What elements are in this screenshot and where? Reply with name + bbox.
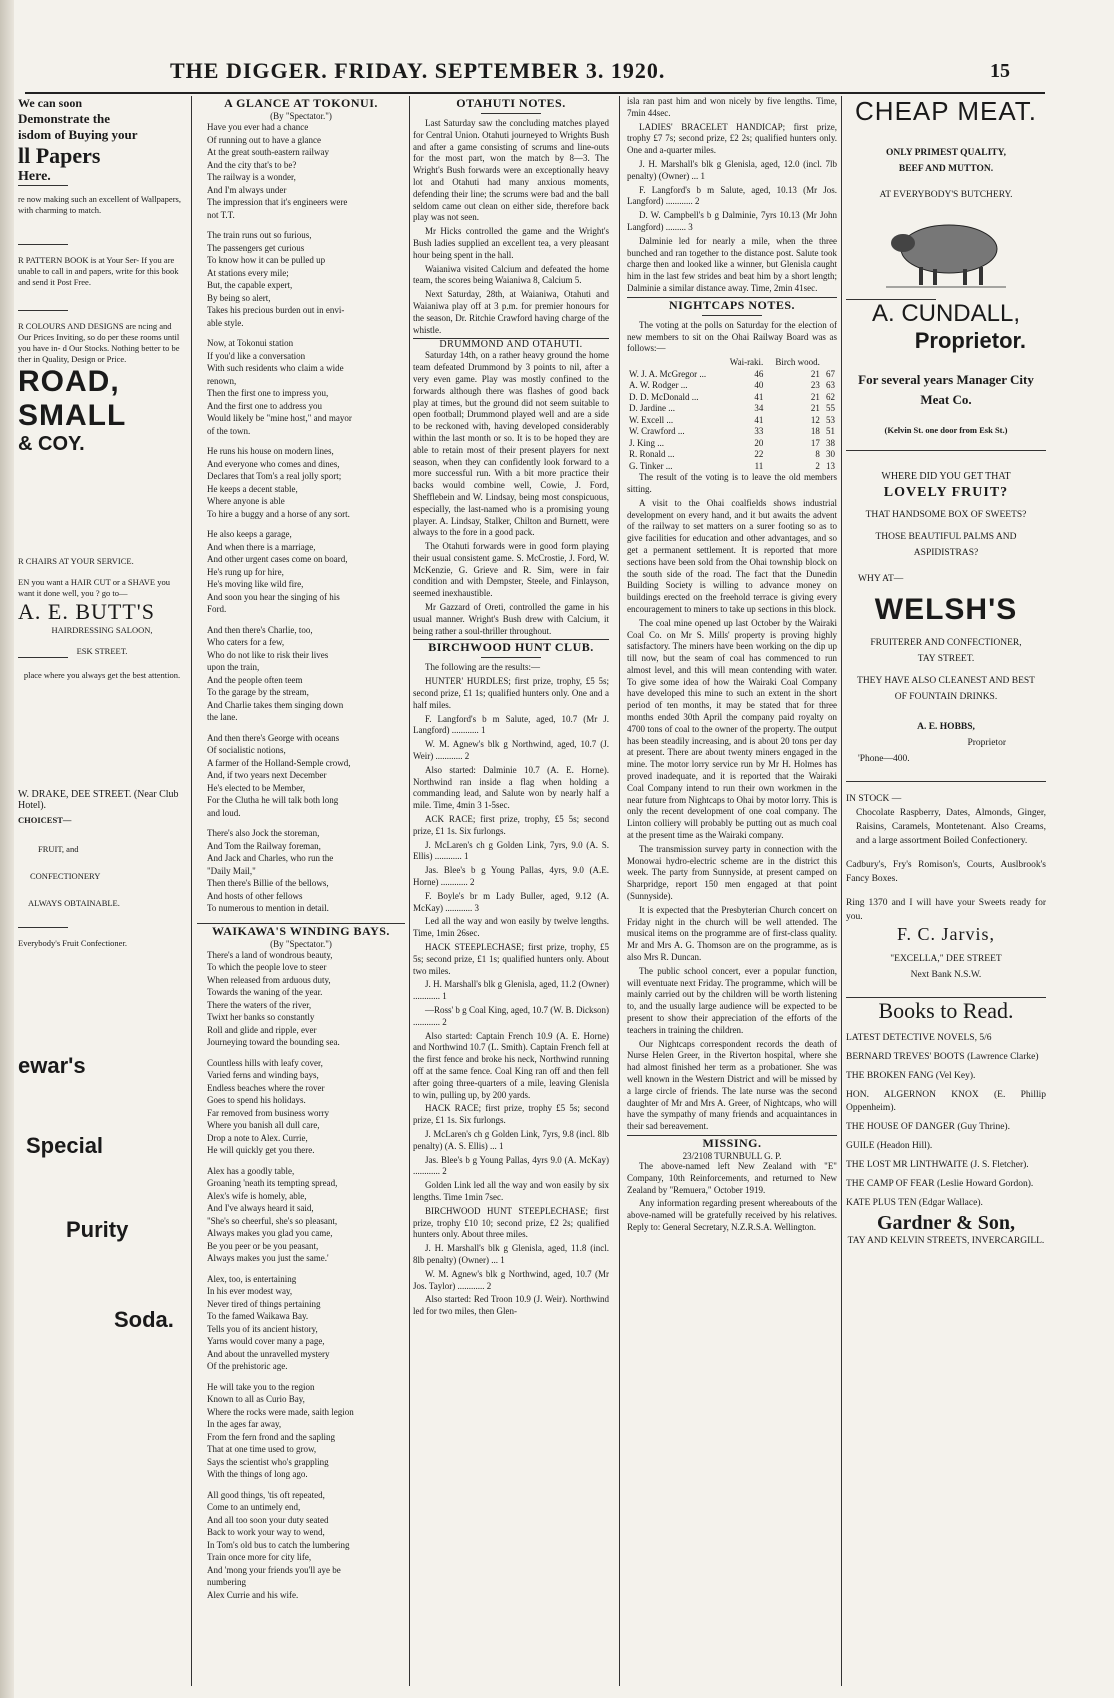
ad-text: FRUIT, and: [38, 844, 79, 854]
ad-headline: & COY.: [18, 433, 85, 455]
table-cell: 46: [754, 368, 764, 379]
divider: [18, 244, 68, 245]
paragraph: Last Saturday saw the concluding matches played for Central Union. Otahuti journeyed to Wrights Bush and after a game consisting of scrums and line-outs for the most part, won the match by 8—3. The Wright's Bush forwards were an exceptionally heavy lot and Otahuti had many anxious moments, defending their line; the scrums were bad and the ball seldom came out clean on either side, therefore back play was not seen.: [413, 118, 609, 223]
article-body: [413, 118, 609, 336]
ad-headline: A. E. BUTT'S: [18, 599, 155, 624]
table-cell: A. W. Rodger ...: [629, 380, 688, 391]
ad-text: AT EVERYBODY'S BUTCHERY.: [879, 190, 1013, 200]
paragraph: Also started: Red Troon 10.9 (J. Weir). Northwind led for two miles, then Glen-: [413, 1294, 609, 1317]
ad-headline: A. CUNDALL,: [871, 300, 1021, 327]
stanza: And then there's Charlie, too, Who caters for a few, Who do not like to risk their lives upon the train, And the people often teem To the garage by the stream, And Charlie takes them singing down the lane.: [207, 624, 344, 722]
book-list: [846, 1051, 1046, 1210]
paragraph: The following are the results:—: [425, 662, 540, 673]
paragraph: HACK RACE; first prize, trophy £5 5s; second prize, £1 1s. Six furlongs.: [413, 1103, 609, 1126]
article-heading: DRUMMOND AND OTAHUTI.: [439, 339, 583, 351]
stanza: He also keeps a garage, And when there is a marriage, And other urgent cases come on board, He's rung up for hire, He's moving like wild fire, And soon you hear the singing of his Ford.: [207, 529, 348, 614]
column-rule: [841, 96, 842, 1686]
ad-text: WHY AT—: [858, 574, 904, 584]
ad-headline: Gardner & Son,: [877, 1212, 1015, 1234]
table-cell: 21: [810, 368, 820, 379]
ad-headline: LOVELY FRUIT?: [883, 485, 1009, 500]
table-row: [627, 369, 837, 381]
table-cell: 63: [826, 380, 835, 391]
table-cell: W. J. A. McGregor ...: [629, 368, 707, 379]
paragraph: Mr Hicks controlled the game and the Wright's Bush ladies supplied an excellent tea, a very pleasant hour being spent in the hall.: [413, 226, 609, 260]
stanza: Have you ever had a chance Of running out to have a glance At the great south-eastern railway And the city that's to be? The railway is a wonder, And I'm always under The impression that it's engineers were not T.T.: [207, 122, 348, 220]
list-item: THE BROKEN FANG (Vel Key).: [846, 1071, 976, 1081]
table-cell: 30: [826, 449, 835, 460]
result-line: J. McLaren's ch g Golden Link, 7yrs, 9.8 (incl. 8lb penalty) (A. S. Ellis) ... 1: [413, 1128, 609, 1151]
paragraph: The coal mine opened up last October by the Wairaki Coal Co. on Mr S. Mills' property is proving highly satisfactory. The miners have been working on the dip up till now, but the seam of coal has commenced to run almost level, and this will mean contending with water. To give some idea of how the Wairaki Coal Company have developed this mine to such an extent in the short period of ten months, it may be stated that for three months ended 30th April the company paid royalty on 4700 tons of coal to the owner of the property. The output has been steadily increasing, and is about 20 tons per day at present. There are about twenty miners engaged in the mine. The motor lorry service run by Mr H. Holmes has proved inadequate, and it is reported that the Wairaki Coal Company intend to run their own workmen in the near future from Nightcaps to Ohai by motor lorry. This is only the recent development of one coal company. The Linton colliery will probably be putting out as much coal at the present time as the Wairaki company.: [627, 617, 837, 841]
article-body: [627, 96, 837, 295]
stanza: He will take you to the region Known to all as Curio Bay, Where the rocks were made, saith legion In the ages far away, From the fern frond and the sapling That at one time used to grow, Says the scientist who's grappling With the things of long ago.: [207, 1381, 354, 1479]
ad-text: FRUITERER AND CONFECTIONER,: [870, 638, 1022, 648]
table-cell: 18: [810, 426, 820, 437]
article-body: [413, 350, 609, 637]
article-heading: NIGHTCAPS NOTES.: [668, 297, 796, 312]
divider: [481, 657, 541, 658]
ad-text: Cadbury's, Fry's Romison's, Courts, Auslbrook's Fancy Boxes.: [846, 860, 1046, 884]
ad-text: THEY HAVE ALSO CLEANEST AND BEST OF FOUNTAIN DRINKS.: [857, 676, 1035, 702]
paragraph: Waianiwa visited Calcium and defeated the home team, the scores being Waianiwa 8, Calcium 5.: [413, 263, 609, 286]
stanza: There's a land of wondrous beauty, To which the people love to steer When released from arduous duty, Towards the waning of the year. There the waters of the river, Twixt her banks so constantly Roll and glide and ripple, ever Journeying toward the bounding sea.: [207, 949, 340, 1047]
paragraph: Led all the way and won easily by twelve lengths. Time, 1min 26sec.: [413, 916, 609, 939]
table-cell: 33: [754, 426, 764, 437]
table-row: [627, 449, 837, 461]
table-cell: 8: [815, 449, 820, 460]
ad-text: LATEST DETECTIVE NOVELS, 5/6: [846, 1033, 992, 1043]
news-column: [627, 96, 837, 1686]
ad-text: Chocolate Raspberry, Dates, Almonds, Ginger, Raisins, Caramels, Montetenant. Also Creams, and a large assortment Boiled Confectionery.: [856, 808, 1046, 846]
ad-text: Ring 1370 and I will have your Sweets ready for you.: [846, 898, 1046, 922]
ad-text: WHERE DID YOU GET THAT: [881, 471, 1011, 482]
divider: [18, 310, 68, 311]
stanza: There's also Jock the storeman, And Tom the Railway foreman, And Jack and Charles, who run the "Daily Mail," Then there's Billie of the bellows, And hosts of other fellows To numerous to mention in detail.: [207, 828, 334, 913]
table-cell: 21: [810, 403, 820, 414]
ad-text: Next Bank N.S.W.: [910, 970, 982, 980]
table-row: [627, 415, 837, 427]
article-heading: WAIKAWA'S WINDING BAYS.: [212, 923, 390, 938]
stanza: Countless hills with leafy cover, Varied ferns and winding bays, Endless beaches where the rover Goes to spend his holidays. Far removed from business worry Where you banish all dull care, Drop a note to Alex. Currie, He will quickly get you there.: [207, 1057, 329, 1155]
ad-headline: ewar's: [18, 1053, 86, 1078]
ad-text: ALWAYS OBTAINABLE.: [28, 898, 120, 908]
paragraph: A visit to the Ohai coalfields shows industrial development on every hand, and it but awaits the advent of the railway to set matters on a surer footing so as to give facilities for education and other advantages, and so get a permanent settlement. It is reported that more sections have been sold from the Ohai township block on the south side of the road. The fact that the Dunedin Building Society is willing to advance money on buildings erected on the freehold terrace is giving every encouragement to miners to take up sections in this block.: [627, 497, 837, 614]
table-cell: 34: [754, 403, 764, 414]
result-line: J. H. Marshall's blk g Glenisla, aged, 11.2 (Owner) ............ 1: [413, 979, 609, 1002]
list-item: HON. ALGERNON KNOX (E. Phillip Oppenheim).: [846, 1090, 1046, 1113]
divider: [846, 450, 1046, 451]
ad-text: IN STOCK —: [846, 794, 902, 804]
ad-text: TAY STREET.: [917, 654, 975, 664]
table-cell: 55: [826, 403, 835, 414]
table-cell: G. Tinker ...: [629, 460, 673, 471]
page-number: 15: [990, 60, 1010, 82]
stanza: All good things, 'tis oft repeated, Come to an untimely end, And all too soon your duty seated Back to work your way to wend, In Tom's old bus to catch the lumbering Train once more for city life, And 'mong your friends you'll aye be numbering Alex Currie and his wife.: [207, 1489, 350, 1600]
ad-headline: Purity: [66, 1217, 129, 1242]
table-cell: W. Excell ...: [629, 414, 674, 425]
divider: [18, 185, 68, 186]
result-line: —Ross' b g Coal King, aged, 10.7 (W. B. Dickson) ............ 2: [413, 1004, 609, 1027]
poem: [197, 121, 405, 915]
table-cell: 13: [826, 460, 835, 471]
table-cell: 53: [826, 414, 835, 425]
table-cell: 67: [826, 368, 835, 379]
list-item: GUILE (Headon Hill).: [846, 1141, 933, 1151]
ad-text: re now making such an excellent of Wallpapers, with charming to match.: [18, 194, 181, 215]
ad-text: EN you want a HAIR CUT or a SHAVE you want it done well, you ? go to—: [18, 577, 170, 598]
result-line: D. W. Campbell's b g Dalminie, 7yrs 10.13 (Mr John Langford) ......... 3: [627, 210, 837, 232]
result-line: Jas. Blee's b g Young Pallas, 4yrs, 9.0 (A.E. Horne) ............ 2: [413, 865, 609, 888]
divider: [481, 113, 541, 114]
table-header: [822, 357, 837, 369]
paragraph: The Otahuti forwards were in good form playing their usual consistent game. S. McCrostie, J. Ford, W. McKenzie, G. Grieve and R. Sim, were in fair condition and with Dempster, Steele, and Finlayson, seemed inexhaustible.: [413, 541, 609, 599]
table-row: [627, 380, 837, 392]
byline: (By "Spectator."): [270, 111, 332, 121]
table-cell: D. D. McDonald ...: [629, 391, 699, 402]
article-heading: BIRCHWOOD HUNT CLUB.: [428, 640, 594, 655]
list-item: KATE PLUS TEN (Edgar Wallace).: [846, 1198, 983, 1208]
table-row: [627, 392, 837, 404]
ad-headline: ROAD, SMALL: [18, 365, 127, 432]
table-row: [627, 426, 837, 438]
table-cell: 40: [754, 380, 764, 391]
table-header: [627, 357, 722, 369]
article-heading: MISSING.: [702, 1135, 762, 1150]
table-cell: 17: [810, 437, 820, 448]
table-cell: 21: [810, 391, 820, 402]
ad-text: For several years Manager City Meat Co.: [858, 372, 1034, 407]
paragraph: Next Saturday, 28th, at Waianiwa, Otahuti and Waianiwa play off at 3 p.m. for premier honours for the season, Dr. Ritchie Crawford having charge of the whistle.: [413, 289, 609, 335]
column-rule: [619, 96, 620, 1686]
article-heading: A GLANCE AT TOKONUI.: [224, 96, 378, 110]
article-body: [627, 1161, 837, 1234]
table-cell: 22: [754, 449, 764, 460]
table-header-row: [627, 357, 837, 369]
ad-text: THAT HANDSOME BOX OF SWEETS?: [865, 510, 1027, 520]
column-rule: [409, 96, 410, 1686]
paragraph: The transmission survey party in connection with the Monowai hydro-electric scheme are in the district this week. The party from Sunnyside, at present camped on Sharpridge, report 150 men engaged at that point (Sunnyside).: [627, 843, 837, 902]
ad-headline: Proprietor.: [914, 328, 1026, 353]
ad-line: Demonstrate the: [18, 111, 111, 126]
sports-column: [413, 96, 609, 1686]
paragraph: Also started: Dalminie 10.7 (A. E. Horne). Northwind ran inside a flag when holding a commanding lead, and Salute won by nearly half a mile. Time, 4min 3 1-5sec.: [413, 764, 609, 811]
paragraph: Dalminie led for nearly a mile, when the three bunched and ran together to the distance post. Salute took charge then and looked like a winner, but Glenisla caught him in the last few strides and beat him by a short length; Dalminie a similar distance away. Time, 2min 41sec.: [627, 235, 837, 293]
table-header: Birch wood.: [775, 357, 820, 368]
ad-text: Everybody's Fruit Confectioner.: [18, 938, 127, 948]
result-line: W. M. Agnew's blk g Northwind, aged, 10.7 (Mr Jos. Taylor) ............ 2: [413, 1268, 609, 1291]
result-line: F. Boyle's br m Lady Buller, aged, 9.12 (A. McKay) ............ 3: [413, 890, 609, 913]
paragraph: isla ran past him and won nicely by five lengths. Time, 7min 44sec.: [627, 96, 837, 118]
ad-line: isdom of Buying your: [18, 127, 138, 142]
table-row: [627, 438, 837, 450]
ad-text: HAIRDRESSING SALOON,: [51, 625, 153, 635]
ad-text: A. E. HOBBS,: [917, 722, 975, 732]
paragraph: The public school concert, ever a popular function, will eventuate next Friday. The programme, which will be mainly carried out by the children will be worth listening to, and the usually large audience will be expected to be present to show their appreciation of the efforts of the teachers in training the children.: [627, 965, 837, 1035]
paragraph: BIRCHWOOD HUNT STEEPLECHASE; first prize, trophy £10 10; second prize, £2 2s; qualified hunters only. About three miles.: [413, 1205, 609, 1240]
masthead: [170, 58, 1010, 88]
table-cell: 41: [754, 391, 764, 402]
poem: [197, 949, 405, 1602]
ad-line: Here.: [18, 169, 51, 184]
paragraph: Golden Link led all the way and won easily by six lengths. Time 1min 7sec.: [413, 1180, 609, 1202]
ad-headline: Books to Read.: [878, 998, 1014, 1023]
ad-text: 'Phone—400.: [858, 754, 910, 764]
ad-line: We can soon: [18, 96, 83, 110]
table-row: [627, 403, 837, 415]
table-cell: 41: [754, 414, 764, 425]
ad-text: ESK STREET.: [76, 646, 128, 656]
ad-headline: Special: [26, 1133, 104, 1158]
divider: [18, 927, 68, 928]
result-line: J. McLaren's ch g Golden Link, 7yrs, 9.0 (A. S. Ellis) ............ 1: [413, 839, 609, 862]
left-advert-column: [18, 96, 186, 1686]
result-line: W. M. Agnew's blk g Northwind, aged, 10.7 (J. Weir) ............ 2: [413, 739, 609, 762]
stanza: The train runs out so furious, The passengers get curious To know how it can be pulled up At stations every mile; But, the capable expert, By being so alert, Takes his precious burden out in envi- able style.: [207, 230, 345, 328]
table-cell: 20: [754, 437, 764, 448]
table-cell: 12: [810, 414, 820, 425]
ad-headline: WELSH'S: [874, 593, 1018, 626]
ad-text: CHOICEST—: [18, 815, 72, 825]
paragraph: The result of the voting is to leave the old members sitting.: [627, 472, 837, 494]
table-cell: D. Jardine ...: [629, 403, 675, 414]
table-cell: 62: [826, 391, 835, 402]
paragraph: Saturday 14th, on a rather heavy ground the home team defeated Drummond by 3 points to nil, after a very even game. Play was mostly confined to the forwards although there was flashes of good back play at times, but the ground did not seem suitable to open football; Drummond played well and are a side to be reckoned with, having developed considerably within the last month or so. It is to be hoped they are able to retain most of their present players for next season, when they can confidently look forward to a more successful run. With a bit more practice their backs would combine well, Cowie, J. Ford, Shefflebein and W. Lindsay, being most conspicuous, especially, the last-named who is a promising young player. A. Lindsay, Stalker, Chilton and Burnett, were always to the fore in a good pack.: [413, 350, 609, 538]
binding-edge: [0, 0, 14, 1698]
table-row: [627, 461, 837, 473]
ad-headline: Soda.: [114, 1307, 174, 1332]
right-advert-column: [846, 96, 1046, 1686]
masthead-rule: [25, 92, 1045, 94]
ad-text: "EXCELLA," DEE STREET: [890, 954, 1002, 964]
article-heading: OTAHUTI NOTES.: [456, 96, 566, 110]
article-body: [627, 320, 837, 355]
stanza: And then there's George with oceans Of socialistic notions, A farmer of the Holland-Semple crowd, And, if two years next December He's elected to be Member, For the Clutha he will talk both long and loud.: [207, 732, 351, 818]
ad-text: THOSE BEAUTIFUL PALMS AND ASPIDISTRAS?: [875, 532, 1017, 558]
paragraph: Any information regarding present whereabouts of the above-named will be gratefully received by his relatives. Reply to: General Secretary, N.Z.R.S.A. Wellington.: [627, 1198, 837, 1232]
paragraph: HUNTER' HURDLES; first prize, trophy, £5 5s; second prize, £1 1s; qualified hunters only. One and a half miles.: [413, 676, 609, 710]
race-results: [413, 662, 609, 1317]
masthead-title: THE DIGGER. FRIDAY. SEPTEMBER 3. 1920.: [170, 58, 666, 83]
stanza: Alex, too, is entertaining In his ever modest way, Never tired of things pertaining To the famed Waikawa Bay. Tells you of its ancient history, Yarns would cover many a page, And about the unravelled mystery Of the prehistoric age.: [207, 1273, 330, 1371]
paragraph: Our Nightcaps correspondent records the death of Nurse Helen Greer, in the Riverton hospital, where she had almost finished her term as a probationer. She was well known in the Western District and will be missed by a large circle of friends. The late nurse was the second daughter of Mr and Mrs A. Greer, of Nightcaps, who will have the sympathy of many friends and acquaintances in their sad bereavement.: [627, 1038, 837, 1132]
article-body: [627, 472, 837, 1133]
ad-text: TAY AND KELVIN STREETS, INVERCARGILL.: [847, 1236, 1045, 1246]
ad-text: ONLY PRIMEST QUALITY, BEEF AND MUTTON.: [886, 148, 1006, 174]
ad-text: place where you always get the best attention.: [23, 670, 181, 680]
paragraph: Also started: Captain French 10.9 (A. E. Horne) and Northwind 10.7 (L. Smith). Captain French fell at the first fence and broke his neck, Northwind running off at the same fence. Coal King ran off and then fell after going three-quarters of a mile, leaving Glenisla to win, pulling up, by 200 yards.: [413, 1030, 609, 1100]
table-cell: W. Crawford ...: [629, 426, 685, 437]
poetry-column: [197, 96, 405, 1686]
ad-text: R CHAIRS AT YOUR SERVICE.: [18, 556, 134, 566]
stanza: Alex has a goodly table, Groaning 'neath its tempting spread, Alex's wife is homely, able, And I've always heard it said, "She's so cheerful, she's so pleasant, Always makes you glad you came, Be you peer or be you peasant, Always makes you just the same.': [207, 1165, 338, 1263]
voting-table: [627, 357, 837, 472]
result-line: J. H. Marshall's blk g Glenisla, aged, 11.8 (incl. 8lb penalty) (Owner) ... 1: [413, 1243, 609, 1265]
column-rule: [191, 96, 192, 1686]
ad-text: (Kelvin St. one door from Esk St.): [884, 425, 1008, 435]
stanza: He runs his house on modern lines, And everyone who comes and dines, Declares that Tom's a real jolly sport; He keeps a decent stable, Where anyone is able To hire a buggy and a horse of any sort.: [207, 446, 350, 519]
byline: (By "Spectator."): [270, 938, 332, 949]
paragraph: Mr Gazzard of Oreti, controlled the game in his usual manner. Wright's Bush drew with Calcium, it being rather a soul-thriller throughout.: [413, 602, 609, 636]
ad-headline: CHEAP MEAT.: [855, 96, 1037, 126]
ad-text: R PATTERN BOOK is at Your Ser- If you are unable to call in and papers, write for this book and send it Post Free.: [18, 255, 179, 287]
table-cell: 38: [826, 437, 835, 448]
divider: [702, 315, 762, 316]
paragraph: LADIES' BRACELET HANDICAP; first prize, trophy £7 7s; second prize, £2 2s; qualified hunters only. One and a-quarter miles.: [627, 121, 837, 156]
soldier-id: 23/2108 TURNBULL G. P.: [682, 1150, 782, 1161]
list-item: THE HOUSE OF DANGER (Guy Thrine).: [846, 1122, 1010, 1132]
result-line: F. Langford's b m Salute, aged, 10.7 (Mr J. Langford) ............ 1: [413, 713, 609, 736]
divider: [846, 781, 1046, 782]
result-line: Jas. Blee's b g Young Pallas, 4yrs 9.0 (A. McKay) ............ 2: [413, 1154, 609, 1177]
sheep-illustration: [881, 211, 1011, 291]
paragraph: The above-named left New Zealand with "E" Company, 10th Reinforcements, and returned to New Zealand by "Remuera," October 1919.: [627, 1160, 837, 1195]
table-cell: J. King ...: [629, 437, 665, 448]
table-header: Wai-raki.: [729, 357, 764, 368]
paragraph: The voting at the polls on Saturday for the election of new members to sit on the Ohai Railway Board was as follows:—: [627, 319, 837, 354]
list-item: THE CAMP OF FEAR (Leslie Howard Gordon).: [846, 1179, 1034, 1189]
table-cell: R. Ronald ...: [629, 449, 675, 460]
table-cell: 23: [810, 380, 820, 391]
list-item: THE LOST MR LINTHWAITE (J. S. Fletcher).: [846, 1160, 1029, 1170]
ad-headline: ll Papers: [18, 143, 101, 168]
table-cell: 11: [754, 460, 764, 471]
ad-text: R COLOURS AND DESIGNS are ncing and Our Prices Inviting, so do per these rooms until you have in- d Our Stocks. Nothing better to be ther in Quality, Design or Price.: [18, 321, 180, 364]
table-cell: 51: [826, 426, 835, 437]
paragraph: It is expected that the Presbyterian Church concert on Friday night in the church will be well attended. The musical items on the programme are of first-class quality. Mr and Mrs A. G. Thomson are on the programme, as is also Mrs R. Duncan.: [627, 904, 837, 963]
ad-text: W. DRAKE, DEE STREET. (Near Club Hotel).: [18, 789, 179, 811]
stanza: Now, at Tokonui station If you'd like a conversation With such residents who claim a wide renown, Then the first one to impress you, And the first one to address you Would likely be "mine host," and mayor of the town.: [207, 338, 352, 436]
ad-text: Proprietor: [967, 738, 1006, 748]
ad-headline: F. C. Jarvis,: [896, 924, 996, 944]
list-item: BERNARD TREVES' BOOTS (Lawrence Clarke): [846, 1052, 1039, 1062]
result-line: F. Langford's b m Salute, aged, 10.13 (Mr Jos. Langford) ............ 2: [627, 184, 837, 207]
ad-text: CONFECTIONERY: [30, 871, 101, 881]
result-line: J. H. Marshall's blk g Glenisla, aged, 12.0 (incl. 7lb penalty) (Owner) ... 1: [627, 158, 837, 181]
divider: [18, 657, 68, 658]
table-cell: 2: [815, 460, 820, 471]
paragraph: HACK STEEPLECHASE; first prize, trophy, £5 5s; second prize, £1 1s; qualified hunters only. About two miles.: [413, 942, 609, 976]
paragraph: ACK RACE; first prize, trophy, £5 5s; second prize, £1 1s. Six furlongs.: [413, 814, 609, 836]
